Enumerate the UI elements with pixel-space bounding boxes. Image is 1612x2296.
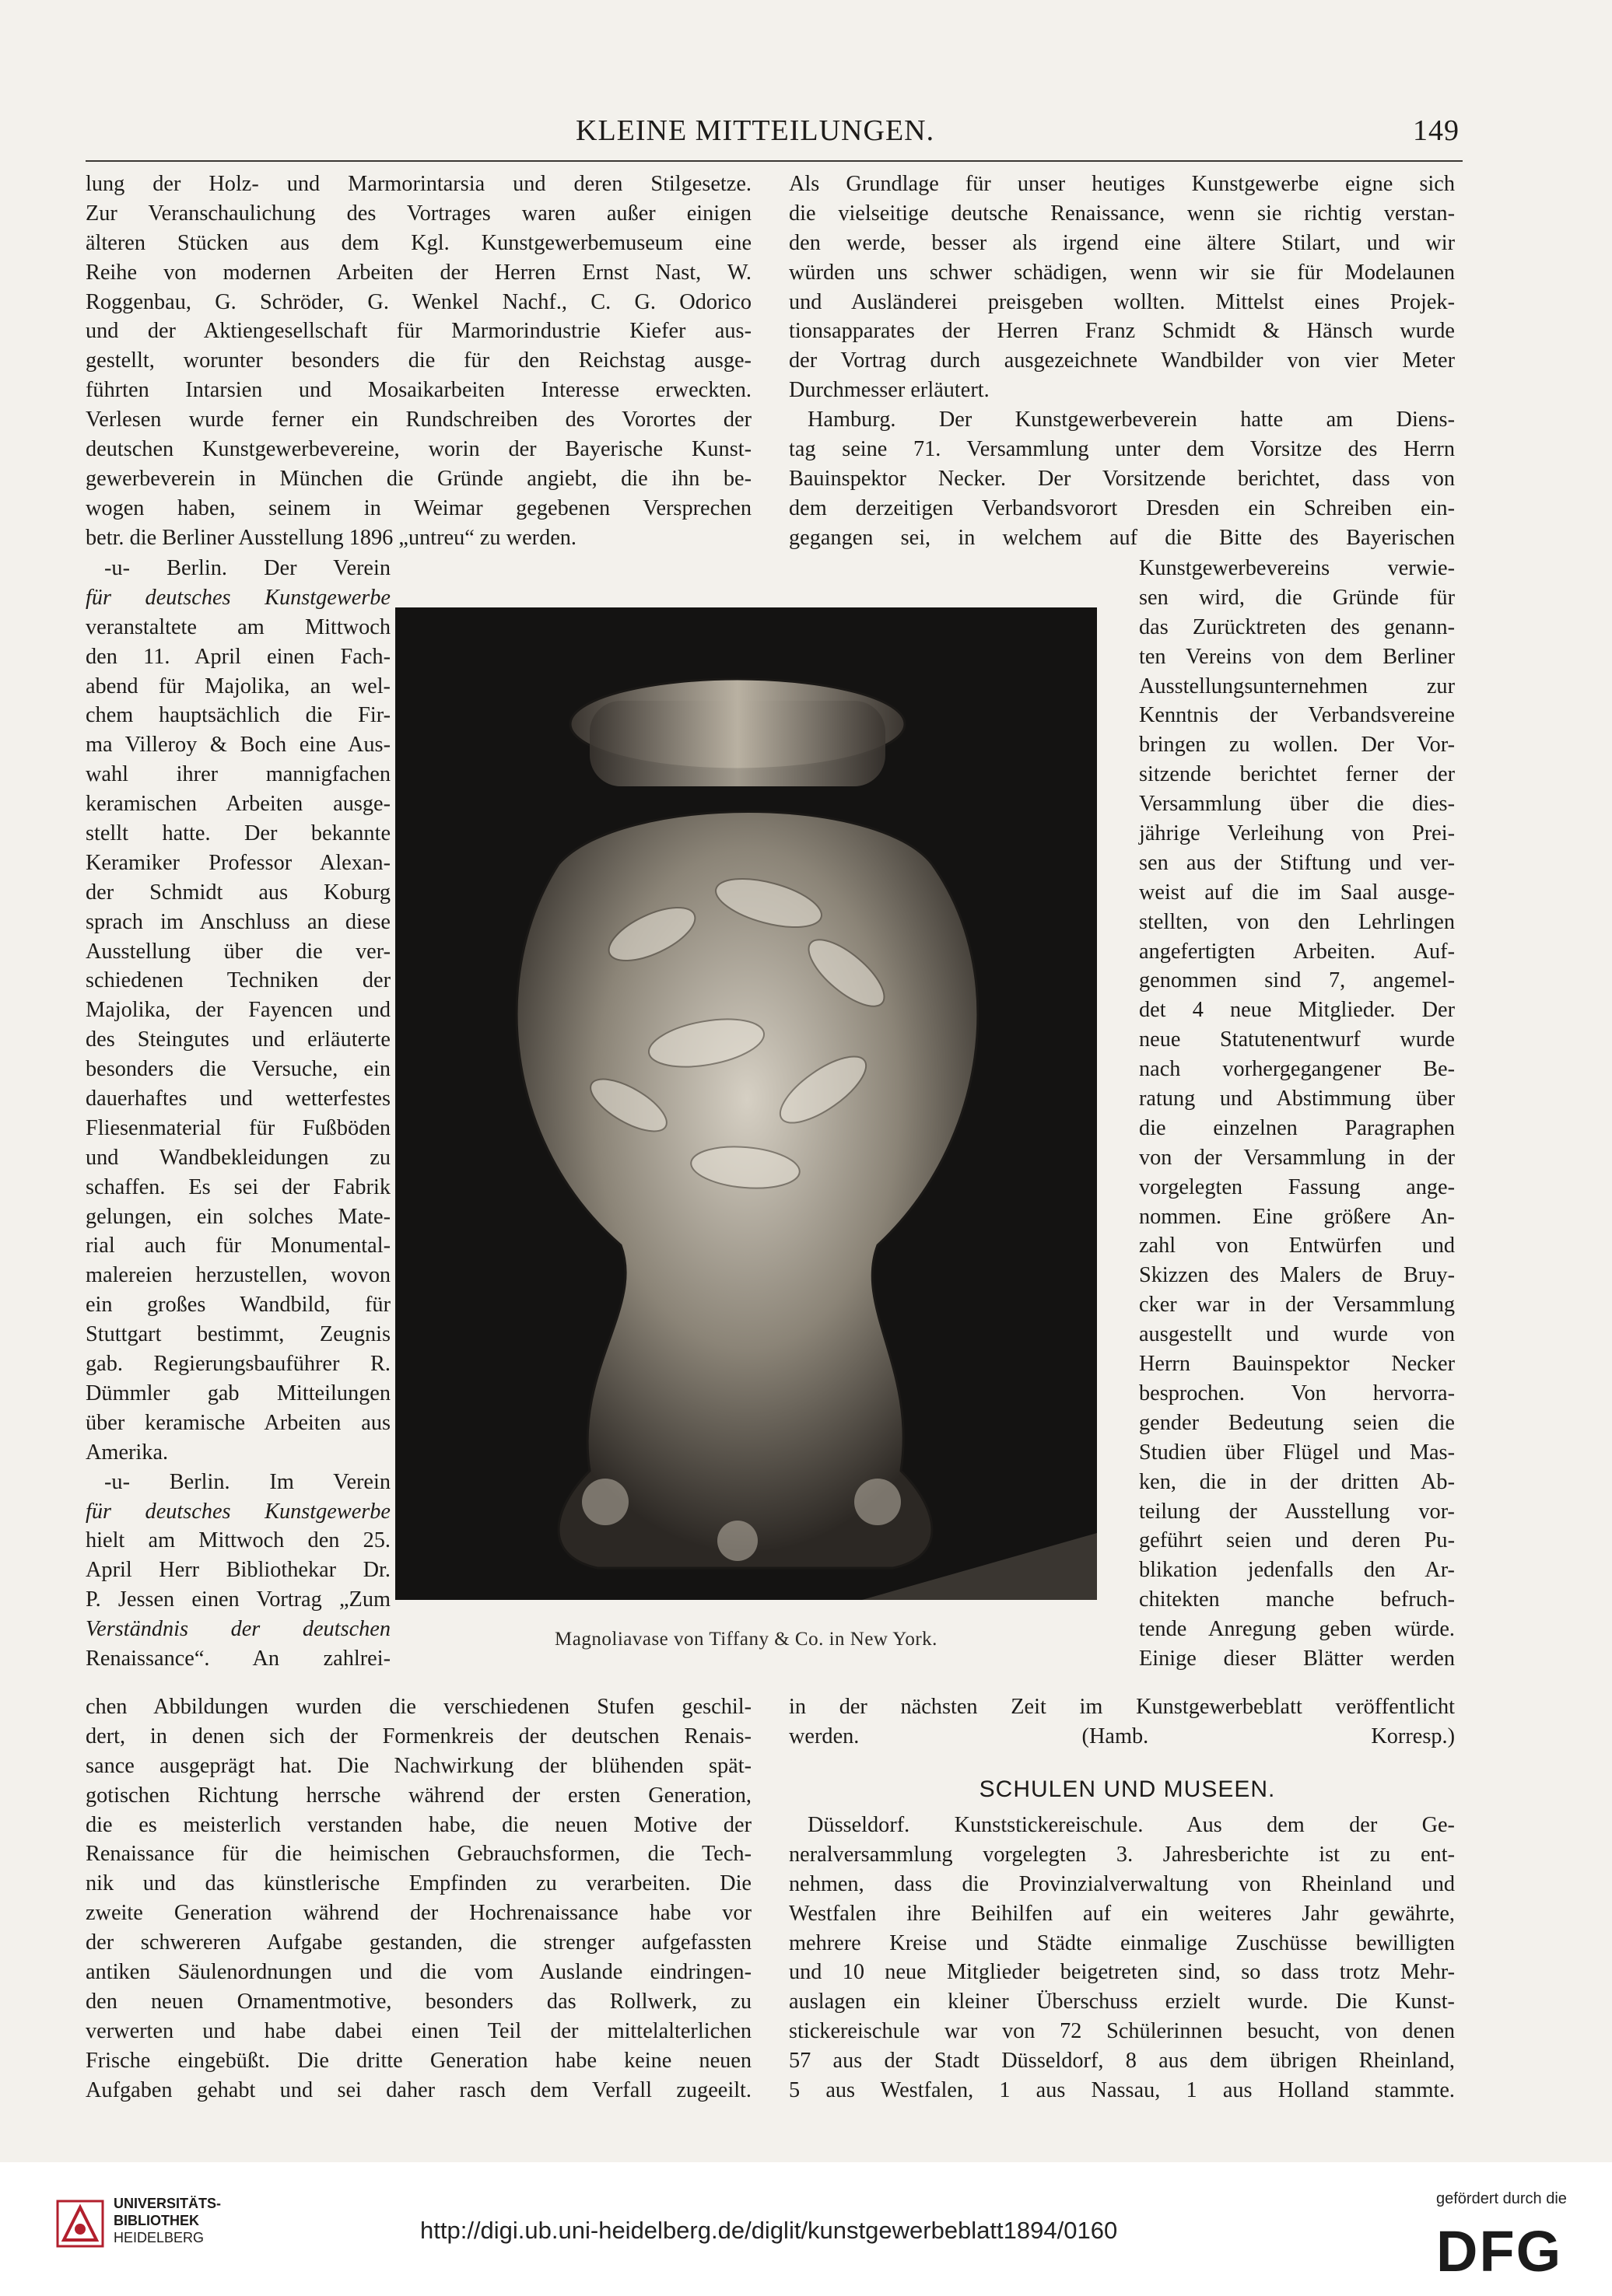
section-heading: SCHULEN UND MUSEEN.	[979, 1776, 1276, 1802]
right-column-bottom	[789, 1692, 1455, 1752]
text-line: sitzende berichtet ferner der	[1139, 762, 1455, 787]
section-body	[789, 1811, 1455, 2105]
text-line: blikation jedenfalls den Ar-	[1139, 1558, 1455, 1583]
library-line: HEIDELBERG	[114, 2230, 205, 2245]
text-line: gotischen Richtung herrsche während der ersten Generation,	[86, 1783, 752, 1808]
vase-illustration	[395, 607, 1097, 1600]
text-line: rial auch für Monumental-	[86, 1234, 391, 1258]
text-line: die es meisterlich verstanden habe, die neuen Motive der	[86, 1812, 752, 1837]
text-line: Ausstellung über die ver-	[86, 939, 391, 964]
text-line: Reihe von modernen Arbeiten der Herren Ernst Nast, W.	[86, 260, 752, 285]
text-line: auslagen ein kleiner Überschuss erzielt wurde. Die Kunst-	[789, 1990, 1455, 2014]
text-line: gender Bedeutung seien die	[1139, 1410, 1455, 1435]
text-line: Als Grundlage für unser heutiges Kunstgewerbe eigne sich	[789, 172, 1455, 196]
text-line: die einzelnen Paragraphen	[1139, 1115, 1455, 1140]
library-line: UNIVERSITÄTS-	[114, 2196, 222, 2211]
text-line: Amerika.	[86, 1440, 169, 1465]
text-line: tende Anregung geben würde.	[1139, 1617, 1455, 1642]
text-line: des Steingutes und erläuterte	[86, 1027, 391, 1052]
text-line: Düsseldorf. Kunststickereischule. Aus dem der Ge-	[808, 1813, 1455, 1837]
text-line: über keramische Arbeiten aus	[86, 1410, 391, 1435]
text-line: neue Statutenentwurf wurde	[1139, 1027, 1455, 1052]
text-line: vorgelegten Fassung ange-	[1139, 1174, 1455, 1199]
text-line: jährige Verleihung von Prei-	[1139, 821, 1455, 846]
text-line: und Wandbekleidungen zu	[86, 1145, 391, 1170]
text-line: Aufgaben gehabt und sei daher rasch dem Verfall zugeeilt.	[86, 2077, 752, 2102]
text-line: für deutsches Kunstgewerbe	[86, 585, 391, 610]
text-line: weist auf die im Saal ausge-	[1139, 880, 1455, 905]
text-line: ken, die in der dritten Ab-	[1139, 1469, 1455, 1494]
text-line: die vielseitige deutsche Renaissance, wenn sie richtig verstan-	[789, 201, 1455, 226]
text-line: Frische eingebüßt. Die dritte Generation habe keine neuen	[86, 2048, 752, 2073]
text-line: ratung und Abstimmung über	[1139, 1087, 1455, 1111]
text-line: 57 aus der Stadt Düsseldorf, 8 aus dem übrigen Rheinland,	[789, 2049, 1455, 2074]
text-line: verwerten und habe dabei einen Teil der mittelalterlichen	[86, 2018, 752, 2043]
left-column-top	[86, 170, 752, 553]
text-line: gab. Regierungsbauführer R.	[86, 1352, 391, 1377]
text-line: Roggenbau, G. Schröder, G. Wenkel Nachf., C. G. Odorico	[86, 289, 752, 314]
text-line: besprochen. Von hervorra-	[1139, 1381, 1455, 1405]
text-line: hielt am Mittwoch den 25.	[86, 1528, 391, 1553]
text-line: ausgestellt und wurde von	[1139, 1322, 1455, 1347]
text-line: der Vortrag durch ausgezeichnete Wandbilder von vier Meter	[789, 348, 1455, 373]
dfg-logo: DFG	[1436, 2219, 1563, 2284]
text-line: von der Versammlung in der	[1139, 1145, 1455, 1170]
library-name	[114, 2195, 221, 2246]
text-line: tag seine 71. Versammlung unter dem Vorsitze des Herrn	[789, 437, 1455, 462]
text-line: gewerbeverein in München die Gründe angiebt, die ihn be-	[86, 466, 752, 491]
text-line: chen Abbildungen wurden die verschiedenen Stufen geschil-	[86, 1695, 752, 1719]
text-line: sprach im Anschluss an diese	[86, 909, 391, 934]
text-line: Durchmesser erläutert.	[789, 378, 990, 403]
text-line: lung der Holz- und Marmorintarsia und deren Stilgesetze.	[86, 172, 752, 196]
text-line: cker war in der Versammlung	[1139, 1293, 1455, 1318]
text-line: Stuttgart bestimmt, Zeugnis	[86, 1322, 391, 1347]
text-line: Kunstgewerbevereins verwie-	[1139, 556, 1455, 580]
text-line: dert, in denen sich der Formenkreis der deutschen Renais-	[86, 1724, 752, 1748]
text-line: Herrn Bauinspektor Necker	[1139, 1352, 1455, 1377]
text-line: ein großes Wandbild, für	[86, 1293, 391, 1318]
text-line: nik und das künstlerische Empfinden zu verarbeiten. Die	[86, 1871, 752, 1896]
text-line: dem derzeitigen Verbandsvorort Dresden ein Schreiben ein-	[789, 495, 1455, 520]
text-line: wahl ihrer mannigfachen	[86, 762, 391, 787]
text-line: werden. (Hamb. Korresp.)	[789, 1724, 1455, 1748]
text-line: Zur Veranschaulichung des Vortrages waren außer einigen	[86, 201, 752, 226]
figure-caption: Magnoliavase von Tiffany & Co. in New York.	[555, 1629, 937, 1650]
text-line: gegangen sei, in welchem auf die Bitte des Bayerischen	[789, 525, 1455, 550]
text-line: geführt seien und deren Pu-	[1139, 1528, 1455, 1553]
text-line: stellten, von den Lehrlingen	[1139, 909, 1455, 934]
text-line: Fliesenmaterial für Fußböden	[86, 1115, 391, 1140]
text-line: Renaissance für die heimischen Gebrauchsformen, die Tech-	[86, 1842, 752, 1867]
text-line: ten Vereins von dem Berliner	[1139, 644, 1455, 669]
text-line: den neuen Ornamentmotive, besonders das Rollwerk, zu	[86, 1989, 752, 2014]
text-line: und Ausländerei preisgeben wollten. Mittelst eines Projek-	[789, 289, 1455, 314]
text-line: wogen haben, seinem in Weimar gegebenen Versprechen	[86, 495, 752, 520]
text-line: Einige dieser Blätter werden	[1139, 1646, 1455, 1671]
text-line: abend für Majolika, an wel-	[86, 674, 391, 698]
text-line: neralversammlung vorgelegten 3. Jahresberichte ist zu ent-	[789, 1842, 1455, 1867]
text-line: 5 aus Westfalen, 1 aus Nassau, 1 aus Holland stammte.	[789, 2078, 1455, 2103]
text-line: sance ausgeprägt hat. Die Nachwirkung der blühenden spät-	[86, 1753, 752, 1778]
text-line: genommen sind 7, angemel-	[1139, 968, 1455, 993]
text-line: zweite Generation während der Hochrenaissance habe vor	[86, 1901, 752, 1926]
right-column-narrow	[1139, 554, 1455, 1674]
text-line: nommen. Eine größere An-	[1139, 1204, 1455, 1229]
text-line: der schwereren Aufgabe gestanden, die strenger aufgefassten	[86, 1930, 752, 1955]
page-number: 149	[1413, 114, 1460, 147]
text-line: teilung der Ausstellung vor-	[1139, 1499, 1455, 1524]
text-line: dauerhaftes und wetterfestes	[86, 1087, 391, 1111]
text-line: nach vorhergegangener Be-	[1139, 1057, 1455, 1082]
text-line: keramischen Arbeiten ausge-	[86, 792, 391, 817]
text-line: -u- Berlin. Der Verein	[104, 556, 391, 580]
text-line: würden uns schwer schädigen, wenn wir sie für Modelaunen	[789, 260, 1455, 285]
text-line: sen aus der Stiftung und ver-	[1139, 850, 1455, 875]
text-line: nehmen, dass die Provinzialverwaltung von Rheinland und	[789, 1871, 1455, 1896]
text-line: Hamburg. Der Kunstgewerbeverein hatte am Diens-	[808, 408, 1455, 432]
text-line: Skizzen des Malers de Bruy-	[1139, 1263, 1455, 1288]
text-line: zahl von Entwürfen und	[1139, 1234, 1455, 1258]
vase-photograph	[395, 607, 1097, 1600]
text-line: bringen zu wollen. Der Vor-	[1139, 733, 1455, 758]
text-line: den 11. April einen Fach-	[86, 644, 391, 669]
text-line: ma Villeroy & Boch eine Aus-	[86, 733, 391, 758]
text-line: Kenntnis der Verbandsvereine	[1139, 703, 1455, 728]
text-line: Verständnis der deutschen	[86, 1617, 391, 1642]
text-line: schiedenen Techniken der	[86, 968, 391, 993]
text-line: Verlesen wurde ferner ein Rundschreiben des Vorortes der	[86, 408, 752, 432]
text-line: det 4 neue Mitglieder. Der	[1139, 998, 1455, 1023]
text-line: Dümmler gab Mitteilungen	[86, 1381, 391, 1405]
text-line: besonders die Versuche, ein	[86, 1057, 391, 1082]
text-line: betr. die Berliner Ausstellung 1896 „untreu“ zu werden.	[86, 525, 577, 550]
text-line: Westfalen ihre Beihilfen auf ein weiteres Jahr gewährte,	[789, 1901, 1455, 1926]
text-line: Ausstellungsunternehmen zur	[1139, 674, 1455, 698]
text-line: älteren Stücken aus dem Kgl. Kunstgewerbemuseum eine	[86, 230, 752, 255]
text-line: schaffen. Es sei der Fabrik	[86, 1174, 391, 1199]
text-line: April Herr Bibliothekar Dr.	[86, 1558, 391, 1583]
text-line: Bauinspektor Necker. Der Vorsitzende berichtet, dass von	[789, 466, 1455, 491]
text-line: gelungen, ein solches Mate-	[86, 1204, 391, 1229]
text-line: Versammlung über die dies-	[1139, 792, 1455, 817]
text-line: chem hauptsächlich die Fir-	[86, 703, 391, 728]
text-line: Keramiker Professor Alexan-	[86, 850, 391, 875]
text-line: mehrere Kreise und Städte einmalige Zuschüsse bewilligten	[789, 1930, 1455, 1955]
funded-by-label: gefördert durch die	[1436, 2190, 1567, 2207]
text-line: und der Aktiengesellschaft für Marmorindustrie Kiefer aus-	[86, 319, 752, 344]
university-seal-icon	[56, 2200, 104, 2248]
text-line: deutschen Kunstgewerbevereine, worin der Bayerische Kunst-	[86, 437, 752, 462]
text-line: den werde, besser als irgend eine ältere Stilart, und wir	[789, 230, 1455, 255]
text-line: tionsapparates der Herren Franz Schmidt & Hänsch wurde	[789, 319, 1455, 344]
text-line: führten Intarsien und Mosaikarbeiten Interesse erweckten.	[86, 378, 752, 403]
source-url-link[interactable]: http://digi.ub.uni-heidelberg.de/diglit/kunstgewerbeblatt1894/0160	[420, 2217, 1118, 2244]
text-line: gestellt, worunter besonders die für den Reichstag ausge-	[86, 348, 752, 373]
text-line: sen wird, die Gründe für	[1139, 585, 1455, 610]
running-header-title: KLEINE MITTEILUNGEN.	[576, 114, 935, 147]
text-line: antiken Säulenordnungen und die vom Auslande eindringen-	[86, 1960, 752, 1985]
text-line: für deutsches Kunstgewerbe	[86, 1499, 391, 1524]
text-line: stellt hatte. Der bekannte	[86, 821, 391, 846]
left-column-narrow	[86, 554, 391, 1674]
text-line: der Schmidt aus Koburg	[86, 880, 391, 905]
library-line: BIBLIOTHEK	[114, 2213, 199, 2228]
text-line: Majolika, der Fayencen und	[86, 998, 391, 1023]
text-line: -u- Berlin. Im Verein	[104, 1469, 391, 1494]
text-line: Renaissance“. An zahlrei-	[86, 1646, 391, 1671]
text-line: das Zurücktreten des genann-	[1139, 614, 1455, 639]
right-column-top	[789, 170, 1455, 553]
text-line: stickereischule war von 72 Schülerinnen besucht, von denen	[789, 2019, 1455, 2044]
text-line: malereien herzustellen, wovon	[86, 1263, 391, 1288]
text-line: angefertigten Arbeiten. Auf-	[1139, 939, 1455, 964]
left-column-bottom	[86, 1692, 752, 2105]
text-line: in der nächsten Zeit im Kunstgewerbeblatt veröffentlicht	[789, 1695, 1455, 1719]
text-line: Studien über Flügel und Mas-	[1139, 1440, 1455, 1465]
header-rule	[86, 160, 1463, 162]
text-line: P. Jessen einen Vortrag „Zum	[86, 1587, 391, 1612]
text-line: veranstaltete am Mittwoch	[86, 614, 391, 639]
text-line: und 10 neue Mitglieder beigetreten sind, so dass trotz Mehr-	[789, 1960, 1455, 1985]
text-line: chitekten manche befruch-	[1139, 1587, 1455, 1612]
